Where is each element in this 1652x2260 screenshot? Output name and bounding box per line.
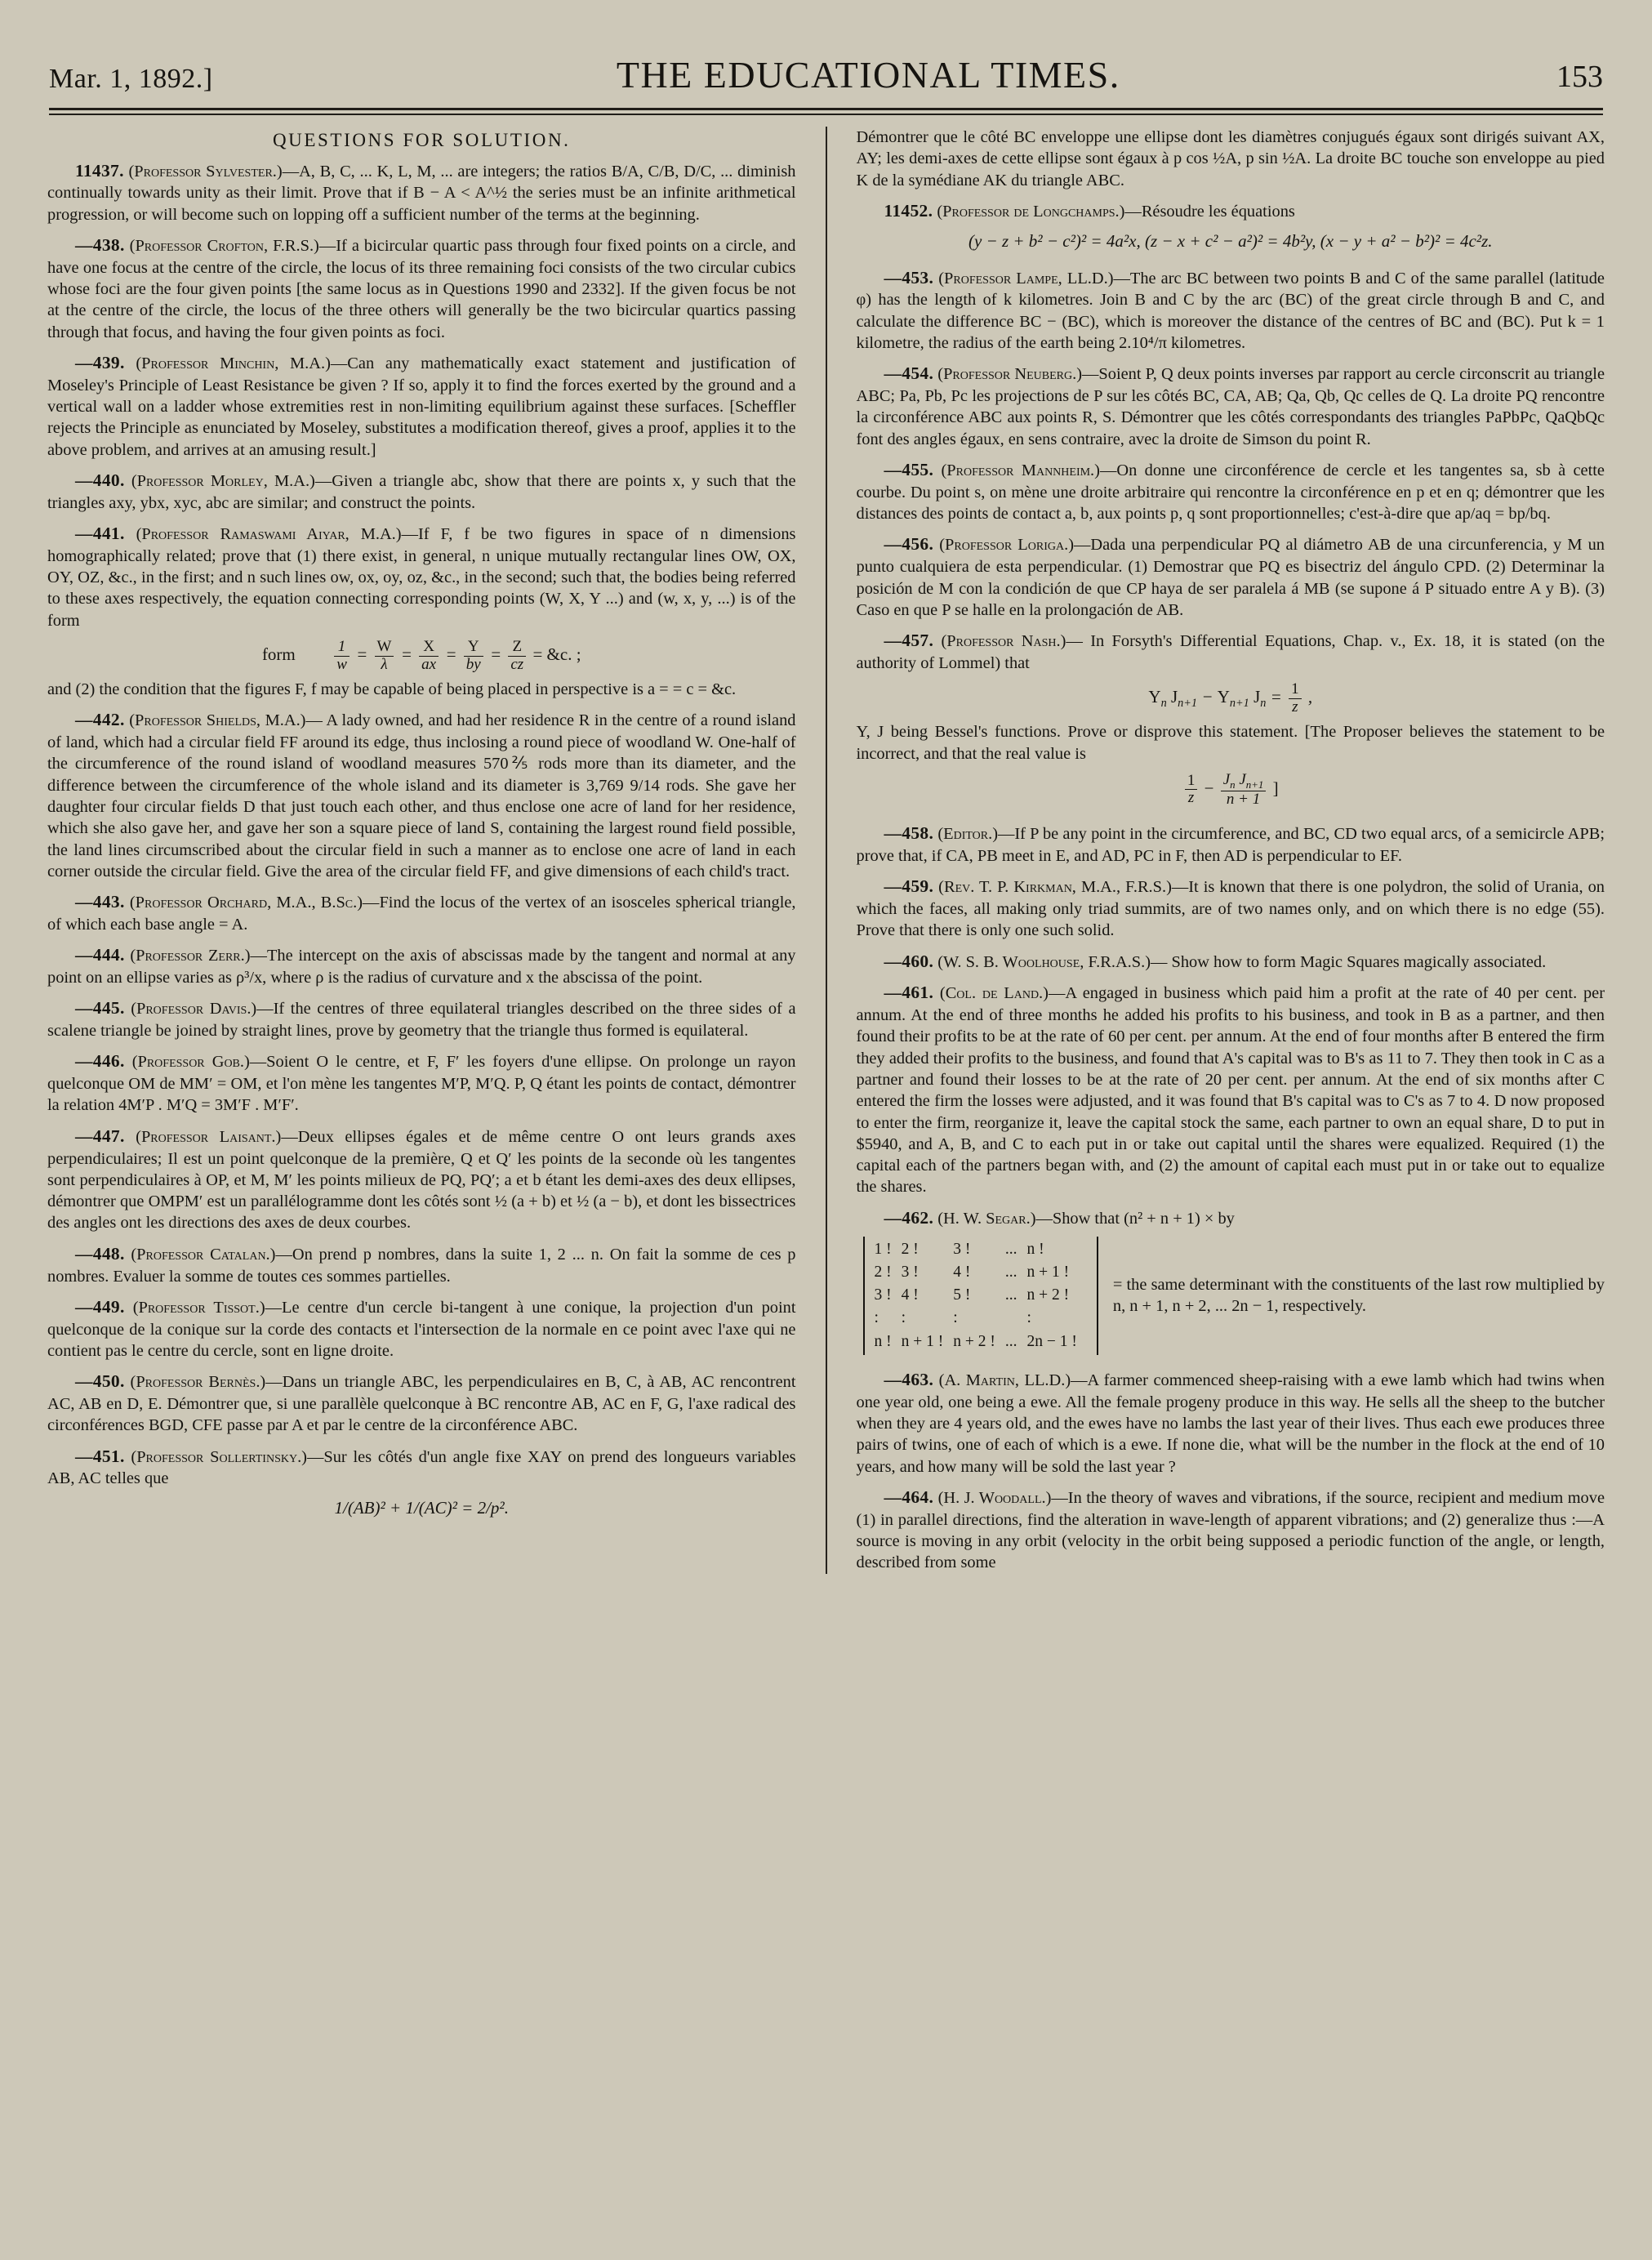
determinant-cell: 2 !: [901, 1240, 919, 1258]
determinant-cell: n + 1 !: [901, 1332, 944, 1350]
determinant-cell: n !: [874, 1332, 892, 1350]
question-number: —459.: [884, 876, 934, 897]
question-text: — Show how to form Magic Squares magically associated.: [1151, 952, 1547, 971]
question-text: — In Forsyth's Differential Equations, Chap. v., Ex. 18, it is stated (on the authority of Lommel) that: [856, 632, 1605, 672]
question-item: [47, 225, 796, 343]
question-attribution: (Professor Catalan.): [131, 1245, 276, 1264]
question-text: —If the centres of three equilateral triangles described on the three sides of a scalene triangle be joined by straight lines, prove by geometry that the triangle thus formed is equilateral.: [47, 1000, 796, 1041]
question-item: [47, 700, 796, 882]
determinant-cell: ...: [1004, 1263, 1017, 1281]
question-item: [47, 1041, 796, 1116]
question-text: Démontrer que le côté BC enveloppe une ellipse dont les diamètres conjugués égaux sont dirigés suivant AX, AY; les demi-axes de cette ellipse sont égaux à p cos ½A, p sin ½A. La droite BC touche son enveloppe au pied K de la symédiane AK du triangle ABC.: [856, 128, 1605, 189]
question-item: [857, 867, 1605, 941]
question-number: —449.: [75, 1296, 125, 1317]
determinant-cell: 4 !: [953, 1263, 971, 1281]
determinant-matrix: [863, 1237, 1098, 1355]
determinant-cell: ...: [1004, 1332, 1017, 1350]
question-item: [857, 524, 1605, 621]
determinant-cell: 3 !: [874, 1286, 892, 1304]
determinant-cell: 3 !: [953, 1240, 971, 1258]
question-text: —If P be any point in the circumference, and BC, CD two equal arcs, of a semicircle APB; prove that, if CA, PB meet in E, and AD, PC in F, then AD is perpendicular to EF.: [856, 825, 1605, 865]
question-text: —Given a triangle abc, show that there are points x, y such that the triangles axy, ybx, xyc, abc are similar; and construct the points.: [47, 471, 796, 512]
question-attribution: (Professor Zerr.): [130, 947, 251, 965]
question-item: [857, 450, 1605, 524]
question-attribution: (Professor Orchard, M.A., B.Sc.): [129, 894, 363, 912]
question-item: [857, 258, 1605, 354]
question-number: —456.: [884, 534, 934, 555]
determinant-cell: :: [901, 1309, 906, 1327]
determinant-cell: 3 !: [901, 1263, 919, 1281]
determinant-note: = the same determinant with the constituents of the last row multiplied by n, n + 1, n + 2, ... 2n − 1, respectively.: [1112, 1276, 1605, 1316]
question-item: [47, 1362, 796, 1436]
question-item: [47, 1117, 796, 1234]
determinant-cell: n + 1 !: [1026, 1263, 1070, 1281]
question-number: 11437.: [75, 160, 124, 181]
question-number: —455.: [884, 460, 934, 480]
section-heading: QUESTIONS FOR SOLUTION.: [272, 130, 571, 150]
question-attribution: (W. S. B. Woolhouse, F.R.A.S.): [937, 952, 1151, 971]
body-columns: [47, 127, 1605, 1574]
question-number: —451.: [75, 1446, 125, 1466]
question-item: [857, 973, 1605, 1198]
determinant-row: [875, 1307, 1087, 1330]
question-item: [47, 1287, 796, 1362]
question-text-continued: and (2) the condition that the figures F, f may be capable of being placed in perspective is a = = c = &c.: [47, 680, 737, 699]
proposer-note-formula: $\frac{1}{z}$ − $\frac{J_n J_{n+1}}{n + 1}$ ]: [857, 772, 1605, 808]
question-number: —448.: [75, 1243, 125, 1264]
question-text: —In the theory of waves and vibrations, if the source, recipient and medium move (1) in parallel directions, find the alteration in wave-length of apparent vibrations; and (2) generalize thus :—A source is moving in any orbit (velocity in the orbit being supposed a periodic function of the angle, or length, described from some: [856, 1488, 1605, 1572]
question-attribution: (Professor Lampe, LL.D.): [938, 269, 1114, 288]
question-item: [47, 461, 796, 514]
right-column: [839, 127, 1605, 1574]
determinant-cell: :: [874, 1309, 879, 1327]
page-number: 153: [1556, 60, 1603, 94]
publication-title: THE EDUCATIONAL TIMES.: [616, 54, 1120, 96]
question-attribution: (Professor Ramaswami Aiyar, M.A.): [136, 525, 402, 544]
question-number: —454.: [884, 363, 934, 384]
question-attribution: (Professor Minchin, M.A.): [136, 354, 331, 372]
question-text: —Find the locus of the vertex of an isosceles spherical triangle, of which each base angle = A.: [47, 894, 796, 934]
question-text: —Dada una perpendicular PQ al diámetro AB de una circunferencia, y M un punto cualquiera de esta perpendicular. (1) Demostrar que PQ es bisectriz del ángulo CPD. (2) Determinar la posición de M con la condición de que CP haya de ser paralela á MB (se supone á P situado entre A y B). (3) Caso en que P se halle en la prolongación de AB.: [856, 536, 1605, 619]
question-attribution: (Professor Mannheim.): [941, 461, 1100, 480]
question-number: —440.: [75, 470, 125, 490]
question-item: [47, 988, 796, 1041]
question-formula: 1/(AB)² + 1/(AC)² = 2/p².: [334, 1497, 509, 1518]
question-item: [857, 621, 1605, 808]
header-rule: [49, 108, 1603, 115]
question-item: [47, 1437, 796, 1519]
masthead: [49, 0, 1603, 103]
question-text: —Soient P, Q deux points inverses par rapport au cercle circonscrit au triangle ABC; Pa, Pb, Pc les projections de P sur les côtés BC, CA, AB; Qa, Qb, Qc celles de Q. La droite PQ rencontre la circonférence ABC aux points R, S. Démontrer que les côtés correspondants des triangles PaPbPc, QaQbQc font des angles égaux, en sens contraire, avec la droite de Simson du point R.: [856, 365, 1605, 448]
question-attribution: (Editor.): [937, 825, 998, 844]
question-item: [857, 1198, 1605, 1230]
question-attribution: (Professor Sollertinsky.): [131, 1447, 307, 1466]
determinant-cell: 2n − 1 !: [1026, 1332, 1077, 1350]
question-formula: (y − z + b² − c²)² = 4a²x, (z − x + c² − a²)² = 4b²y, (x − y + a² − b²)² = 4c²z.: [968, 230, 1493, 251]
determinant-cell: n !: [1026, 1240, 1044, 1258]
question-text: —A farmer commenced sheep-raising with a ewe lamb which had twins when one year old, one being a ewe. All the female progeny produce in this way. He sells all the sheep to the butcher when they are 4 years old, and the ewes have no lambs the last year of their lives. Thus each ewe produces three pairs of twins, one of each of which is a ewe. If none die, what will be the number in the flock at the end of 10 years, and how many will be sold the last year ?: [856, 1371, 1605, 1476]
question-number: 11452.: [884, 200, 933, 221]
question-item: [47, 935, 796, 988]
determinant-row: [875, 1261, 1087, 1284]
question-number: —446.: [75, 1051, 125, 1072]
column-divider: [826, 127, 827, 1574]
question-text: —Dans un triangle ABC, les perpendiculaires en B, C, à AB, AC rencontrent AC, AB en D, E. Démontrer que, si une parallèle quelconque à BC rencontre AB, AC en F, G, l'axe radical des circonférences BGD, CFE passe par A et par le centre de la circonférence ABC.: [47, 1373, 796, 1435]
question-attribution: (A. Martin, LL.D.): [938, 1371, 1071, 1389]
question-number: —463.: [884, 1369, 934, 1389]
question-number: —458.: [884, 823, 934, 844]
question-text: —The intercept on the axis of abscissas made by the tangent and normal at any point on an ellipse varies as ρ³/x, where ρ is the radius of curvature and x the abscissa of the point.: [47, 947, 796, 987]
determinant-cell: n + 2 !: [1026, 1286, 1070, 1304]
question-attribution: (Professor Davis.): [131, 1000, 257, 1019]
determinant-row: [875, 1331, 1087, 1353]
question-text: —If a bicircular quartic pass through four fixed points on a circle, and have one focus at the centre of the circle, the locus of its three remaining foci consists of the two circular cubics whose foci are the four given points [the same locus as in Questions 1990 and 2332]. If the given focus be not at the centre of the circle, the locus of the three others will generally be the two bicircular quartics passing through that focus, and having the four given points as foci.: [47, 237, 796, 341]
question-number: —460.: [884, 951, 934, 971]
question-attribution: (Professor Shields, M.A.): [129, 711, 306, 730]
question-text: —Sur les côtés d'un angle fixe XAY on prend des longueurs variables AB, AC telles que: [47, 1447, 796, 1488]
question-text: —Can any mathematically exact statement and justification of Moseley's Principle of Least Resistance be given ? If so, apply it to find the forces exerted by the ground and a vertical wall on a ladder whose extremities rest in non-limiting equilibrium against these surfaces. [Scheffler rejects the Principle as enunciated by Moseley, substitutes a modification thereof, gives a proof, applies it to the above problem, and arrives at an amusing result.]: [47, 354, 796, 459]
question-item: [857, 1360, 1605, 1478]
determinant-cell: n + 2 !: [953, 1332, 995, 1350]
question-attribution: (Professor Nash.): [941, 632, 1066, 651]
question-number: —457.: [884, 631, 934, 651]
determinant-cell: 1 !: [874, 1240, 892, 1258]
question-attribution: (Professor Laisant.): [136, 1127, 282, 1146]
question-number: —461.: [884, 983, 934, 1003]
question-number: —447.: [75, 1126, 125, 1146]
question-item: [47, 160, 796, 225]
question-text: —Deux ellipses égales et de même centre O ont leurs grands axes perpendiculaires; Il est un point quelconque de la première, Q et Q′ les points de la seconde où les tangentes sont perpendiculaires à OP, et M, M′ les points milieux de PQ, PQ′; a et b étant les demi-axes des deux ellipses, démontrer que OMPM′ est un parallélogramme dont les côtés sont ½ (a + b) et ½ (a − b), et dont les bissectrices des angles ont les directions des axes de deux courbes.: [47, 1127, 796, 1233]
question-item: [857, 814, 1605, 867]
question-attribution: (Professor Bernès.): [130, 1373, 266, 1392]
question-attribution: (Professor Sylvester.): [128, 162, 283, 181]
left-column: [47, 127, 814, 1574]
question-item: [857, 1478, 1605, 1574]
question-attribution: (Professor Crofton, F.R.S.): [129, 237, 319, 256]
question-attribution: (Professor Neuberg.): [937, 365, 1083, 384]
question-continuation: [857, 127, 1605, 191]
question-item: [857, 191, 1605, 252]
question-item: [47, 1234, 796, 1287]
determinant-cell: ...: [1004, 1240, 1017, 1258]
question-number: —450.: [75, 1371, 125, 1392]
question-text: —Résoudre les équations: [1124, 202, 1295, 221]
question-attribution: (Professor de Longchamps.): [937, 202, 1125, 221]
question-number: —441.: [75, 524, 125, 544]
question-number: —453.: [884, 267, 934, 288]
proposer-note: [The Proposer believes the statement to be incorrect, and that the real value is: [856, 723, 1605, 763]
question-text: —A engaged in business which paid him a profit at the rate of 40 per cent. per annum. At the end of three months he added his profits to his business, and took in B as a partner, and then found their profits to be at the rate of 60 per cent. per annum. At the end of four months after B entered the firm they added their profits to the business, and found that A's capital was to B's as 11 to 7. They then took in C as a partner and found their losses to be at the rate of 20 per cent. per annum. At the end of six months after C entered the firm the losses were adjusted, and it was found that B's capital was to C's as 7 to 4. D now proposed to enter the firm, reorganize it, leave the capital stock the same, each partner to own an equal share, D to put in $5940, and A, B, and C to each put in or take out capital until the shares were equalized. Required (1) the capital each of the partners began with, and (2) the amount of capital each must put in or take out to equalize the shares.: [856, 984, 1605, 1197]
question-item: [47, 882, 796, 935]
determinant-cell: 4 !: [901, 1286, 919, 1304]
question-number: —438.: [75, 235, 125, 256]
determinant-cell: [1005, 1307, 1027, 1330]
determinant-cell: :: [1026, 1309, 1031, 1327]
question-formula: form $\frac{1}{w}$ = $\frac{W}{\lambda}$ = $\frac{X}{ax}$ = $\frac{Y}{by}$ = $\frac{Z}{cz}$ = &c. ;: [261, 638, 581, 673]
question-attribution: (Professor Gob.): [131, 1053, 250, 1072]
question-number: —442.: [75, 710, 125, 730]
question-attribution: (Rev. T. P. Kirkman, M.A., F.R.S.): [938, 878, 1172, 897]
question-attribution: (Professor Loriga.): [939, 536, 1074, 555]
determinant-cell: 5 !: [953, 1286, 971, 1304]
question-number: —445.: [75, 998, 125, 1019]
question-attribution: (Col. de Land.): [939, 984, 1049, 1003]
question-text: —On prend p nombres, dans la suite 1, 2 ... n. On fait la somme de ces p nombres. Evaluer la somme de toutes ces sommes partielles.: [47, 1245, 796, 1286]
question-text: —On donne une circonférence de cercle et les tangentes sa, sb à cette courbe. Du point s, on mène une droite arbitraire qui rencontre la circonférence en p et en q; démontrer que les distances des points de contact a, b, aux points p, q sont proportionnelles; c'est-à-dire que ap/aq = bp/bq.: [856, 461, 1605, 524]
determinant-row: [875, 1238, 1087, 1261]
question-text: — A lady owned, and had her residence R in the centre of a round island of land, which had a circular field FF around its edge, thus inclosing a round piece of woodland W. One-half of the circumference of the round island of woodland measures 570⅖ rods more than its diameter, and the difference between the circumference of the whole island and its diameter is 3,769 9/14 rods. She gave her daughter four circular fields D that just touch each other, and thus enclose one acre of land for her residence, which she also gave her, and gave her son a square piece of land S, containing the largest round field possible, the land lines circumscribed about the circular field in such a manner as to enclose one acre of land in each corner outside the circular field. Give the area of the circular field FF, and give dimensions of each child's tract.: [47, 711, 796, 880]
question-item: [857, 354, 1605, 450]
question-attribution: (H. W. Segar.): [937, 1209, 1036, 1228]
question-text-continued: Y, J being Bessel's functions. Prove or disprove this statement.: [856, 723, 1298, 742]
question-text: —It is known that there is one polydron, the solid of Urania, on which the faces, all making only triad summits, are of two names only, and on which there is no edge (55). Prove that there is only one such solid.: [856, 878, 1605, 940]
question-item: [47, 514, 796, 700]
question-item: [47, 343, 796, 461]
question-text: —If F, f be two figures in space of n dimensions homographically related; prove that (1) there exist, in general, n unique mutually rectangular lines OW, OX, OY, OZ, &c., in the first; and n such lines ow, ox, oy, oz, &c., in the second; such that, the bodies being referred to these axes respectively, the equation connecting corresponding points (W, X, Y ...) and (w, x, y, ...) is of the form: [47, 525, 796, 630]
question-attribution: (H. J. Woodall.): [937, 1488, 1052, 1507]
question-number: —443.: [75, 892, 125, 912]
question-attribution: (Professor Morley, M.A.): [131, 471, 315, 490]
determinant-cell: :: [953, 1309, 958, 1327]
question-attribution: (Professor Tissot.): [132, 1298, 265, 1317]
determinant-cell: 2 !: [874, 1263, 892, 1281]
question-number: —462.: [884, 1207, 934, 1228]
question-text: —A, B, C, ... K, L, M, ... are integers; the ratios B/A, C/B, D/C, ... diminish continually towards unity as their limit. Prove that if B − A < A^½ the series must be an infinite arithmetical progression, or will become such on lopping off a sufficient number of the terms at the beginning.: [47, 162, 796, 224]
determinant-block: [857, 1237, 1605, 1355]
question-formula: $Y_n$ $J_{n+1} - Y_{n+1}$ $J_n$ = $\frac{1}{z}$ ,: [1148, 680, 1313, 715]
issue-date: Mar. 1, 1892.]: [49, 64, 213, 94]
determinant-row: [875, 1284, 1087, 1307]
question-text: —The arc BC between two points B and C of the same parallel (latitude φ) has the length of k kilometres. Join B and C by the arc (BC) of the great circle through B and C, and calculate the difference BC − (BC), which is moreover the distance of the centres of BC and (BC). Put k = 1 kilometre, the radius of the earth being 2.10⁴/π kilometres.: [856, 269, 1605, 353]
question-item: [857, 942, 1605, 974]
question-text: —Soient O le centre, et F, F′ les foyers d'une ellipse. On prolonge un rayon quelconque OM de MM′ = OM, et l'on mène les tangentes M′P, M′Q. P, Q étant les points de contact, démontrer la relation 4M′P . M′Q = 3M′F . M′F′.: [47, 1053, 796, 1115]
question-number: —444.: [75, 945, 125, 965]
determinant-cell: ...: [1004, 1286, 1017, 1304]
question-number: —439.: [75, 353, 125, 372]
question-text: —Le centre d'un cercle bi-tangent à une conique, la projection d'un point quelconque de la conique sur la corde des contacts et l'intersection de la normale en ce point avec l'axe qui ne contient pas le centre du cercle, sont en ligne droite.: [47, 1298, 796, 1360]
question-text: —Show that (n² + n + 1) × by: [1035, 1209, 1235, 1228]
question-number: —464.: [884, 1487, 934, 1507]
